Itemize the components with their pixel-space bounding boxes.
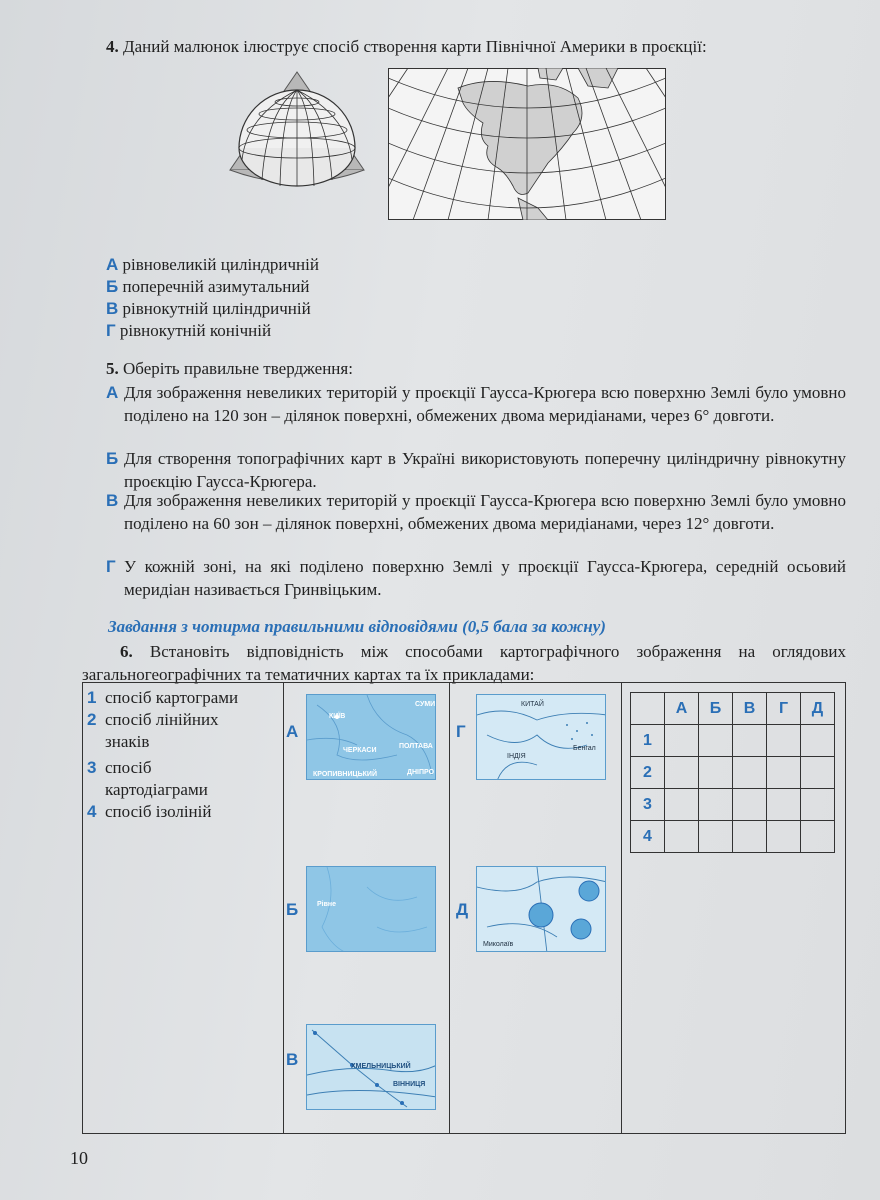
grid-row — [631, 821, 835, 853]
grid-cell[interactable] — [665, 725, 699, 757]
option-letter: Б — [106, 449, 119, 468]
option-letter: В — [106, 491, 119, 510]
example-d-letter: Д — [456, 900, 469, 919]
option-text: Для зображення невеликих територій у проєкції Гаусса-Крюгера всю поверхню Землі було умовно поділено на 60 зон – ділянок поверхні, обмежених двома меридіанами, через 12° довготи. — [124, 491, 846, 533]
table-divider — [283, 683, 284, 1133]
section-heading: Завдання з чотирма правильними відповідями (0,5 бала за кожну) — [108, 617, 606, 636]
grid-cell[interactable] — [665, 757, 699, 789]
option-text: Для створення топографічних карт в Україні використовують поперечну циліндричну рівнокутну проєкцію Гаусса-Крюгера. — [124, 449, 846, 491]
grid-cell[interactable] — [699, 757, 733, 789]
q5-text: Оберіть правильне твердження: — [123, 359, 353, 378]
method-text: спосіб картограми — [105, 688, 239, 707]
grid-row-header: 2 — [631, 757, 665, 789]
grid-col-header: Г — [767, 693, 801, 725]
example-d-map — [476, 866, 606, 952]
example-g-letter: Г — [456, 722, 466, 741]
method-text: спосіб лінійних знаків — [105, 710, 219, 751]
grid-row-header: 3 — [631, 789, 665, 821]
map-label: ЧЕРКАСИ — [343, 747, 377, 754]
method-item-4 — [87, 801, 211, 823]
grid-row — [631, 789, 835, 821]
north-america-map — [388, 68, 666, 220]
grid-cell[interactable] — [733, 789, 767, 821]
example-v-map — [306, 1024, 436, 1110]
option-letter: Г — [106, 321, 116, 340]
option-text: У кожній зоні, на які поділено поверхню Землі у проєкції Гаусса-Крюгера, середній осьовий меридіан називається Гринвіцьким. — [124, 557, 846, 599]
q6-title — [82, 640, 846, 686]
option-text: рівновеликій циліндричній — [122, 255, 319, 274]
example-v-letter: В — [286, 1050, 299, 1069]
grid-header-row — [631, 693, 835, 725]
option-text: Для зображення невеликих територій у проєкції Гаусса-Крюгера всю поверхню Землі було умовно поділено на 120 зон – ділянок поверхні, обмежених двома меридіанами, через 6° довготи. — [124, 383, 846, 425]
answer-grid — [630, 692, 835, 853]
table-divider — [621, 683, 622, 1133]
option-letter: Б — [106, 277, 119, 296]
option-text: рівнокутній конічній — [119, 321, 272, 340]
example-a-map — [306, 694, 436, 780]
grid-cell[interactable] — [699, 789, 733, 821]
grid-cell[interactable] — [767, 757, 801, 789]
method-number: 1 — [87, 688, 97, 707]
option-letter: Г — [106, 557, 116, 576]
q4-option-b[interactable] — [106, 276, 310, 298]
q5-option-g[interactable] — [106, 555, 846, 601]
map-label: КРОПИВНИЦЬКИЙ — [313, 771, 377, 778]
grid-row-header: 1 — [631, 725, 665, 757]
example-d-map-lines — [477, 867, 606, 952]
grid-cell[interactable] — [767, 821, 801, 853]
q4-text: Даний малюнок ілюструє спосіб створення карти Північної Америки в проєкції: — [123, 37, 707, 56]
q4-title — [106, 36, 707, 58]
map-label: ПОЛТАВА — [399, 743, 433, 750]
map-label: Миколаїв — [483, 941, 514, 948]
map-label: КИТАЙ — [521, 701, 544, 708]
option-text: рівнокутній циліндричній — [122, 299, 311, 318]
q5-option-b[interactable] — [106, 447, 846, 493]
q4-option-a[interactable] — [106, 254, 319, 276]
grid-row-header: 4 — [631, 821, 665, 853]
grid-cell[interactable] — [699, 725, 733, 757]
grid-cell[interactable] — [665, 789, 699, 821]
grid-cell[interactable] — [767, 789, 801, 821]
method-item-1 — [87, 687, 238, 709]
page-number: 10 — [70, 1148, 88, 1168]
q4-option-g[interactable] — [106, 320, 271, 342]
q6-text: Встановіть відповідність між способами картографічного зображення на оглядових загальногеографічних та тематичних картах та їх прикладами: — [82, 642, 846, 684]
grid-cell[interactable] — [801, 757, 835, 789]
grid-cell[interactable] — [733, 821, 767, 853]
table-divider — [449, 683, 450, 1133]
map-label: Бенгал — [573, 745, 596, 752]
option-letter: В — [106, 299, 119, 318]
grid-row — [631, 757, 835, 789]
q4-option-v[interactable] — [106, 298, 311, 320]
grid-col-header: Д — [801, 693, 835, 725]
option-letter: А — [106, 255, 119, 274]
q5-option-v[interactable] — [106, 489, 846, 535]
q5-number: 5. — [106, 359, 119, 378]
method-text: спосіб ізоліній — [105, 802, 212, 821]
grid-col-header: А — [665, 693, 699, 725]
grid-cell[interactable] — [733, 757, 767, 789]
method-item-2 — [87, 709, 257, 753]
method-number: 3 — [87, 758, 97, 777]
example-b-letter: Б — [286, 900, 299, 919]
method-number: 4 — [87, 802, 97, 821]
example-g-map — [476, 694, 606, 780]
example-a-letter: А — [286, 722, 299, 741]
map-label: СУМИ — [415, 701, 436, 708]
method-text: спосіб картодіаграми — [105, 758, 208, 799]
grid-cell[interactable] — [767, 725, 801, 757]
q5-title — [106, 358, 353, 380]
map-label: ВІННИЦЯ — [393, 1081, 426, 1088]
example-b-map — [306, 866, 436, 952]
grid-corner — [631, 693, 665, 725]
grid-cell[interactable] — [801, 725, 835, 757]
map-label: ДНІПРО — [407, 769, 435, 776]
grid-cell[interactable] — [801, 789, 835, 821]
q6-number: 6. — [120, 642, 133, 661]
grid-col-header: В — [733, 693, 767, 725]
example-b-map-lines — [307, 867, 436, 952]
grid-cell[interactable] — [801, 821, 835, 853]
q4-number: 4. — [106, 37, 119, 56]
option-text: поперечній азимутальний — [122, 277, 310, 296]
map-label: Рівне — [317, 901, 337, 908]
grid-cell[interactable] — [733, 725, 767, 757]
grid-cell[interactable] — [665, 821, 699, 853]
map-label: ІНДІЯ — [507, 753, 526, 760]
map-label: ХМЕЛЬНИЦЬКИЙ — [351, 1063, 411, 1070]
grid-col-header: Б — [699, 693, 733, 725]
map-label: КИЇВ — [329, 713, 346, 720]
method-number: 2 — [87, 710, 97, 729]
option-letter: А — [106, 383, 119, 402]
cone-globe-illustration — [222, 70, 372, 190]
grid-cell[interactable] — [699, 821, 733, 853]
grid-row — [631, 725, 835, 757]
q5-option-a[interactable] — [106, 381, 846, 427]
method-item-3 — [87, 757, 257, 801]
